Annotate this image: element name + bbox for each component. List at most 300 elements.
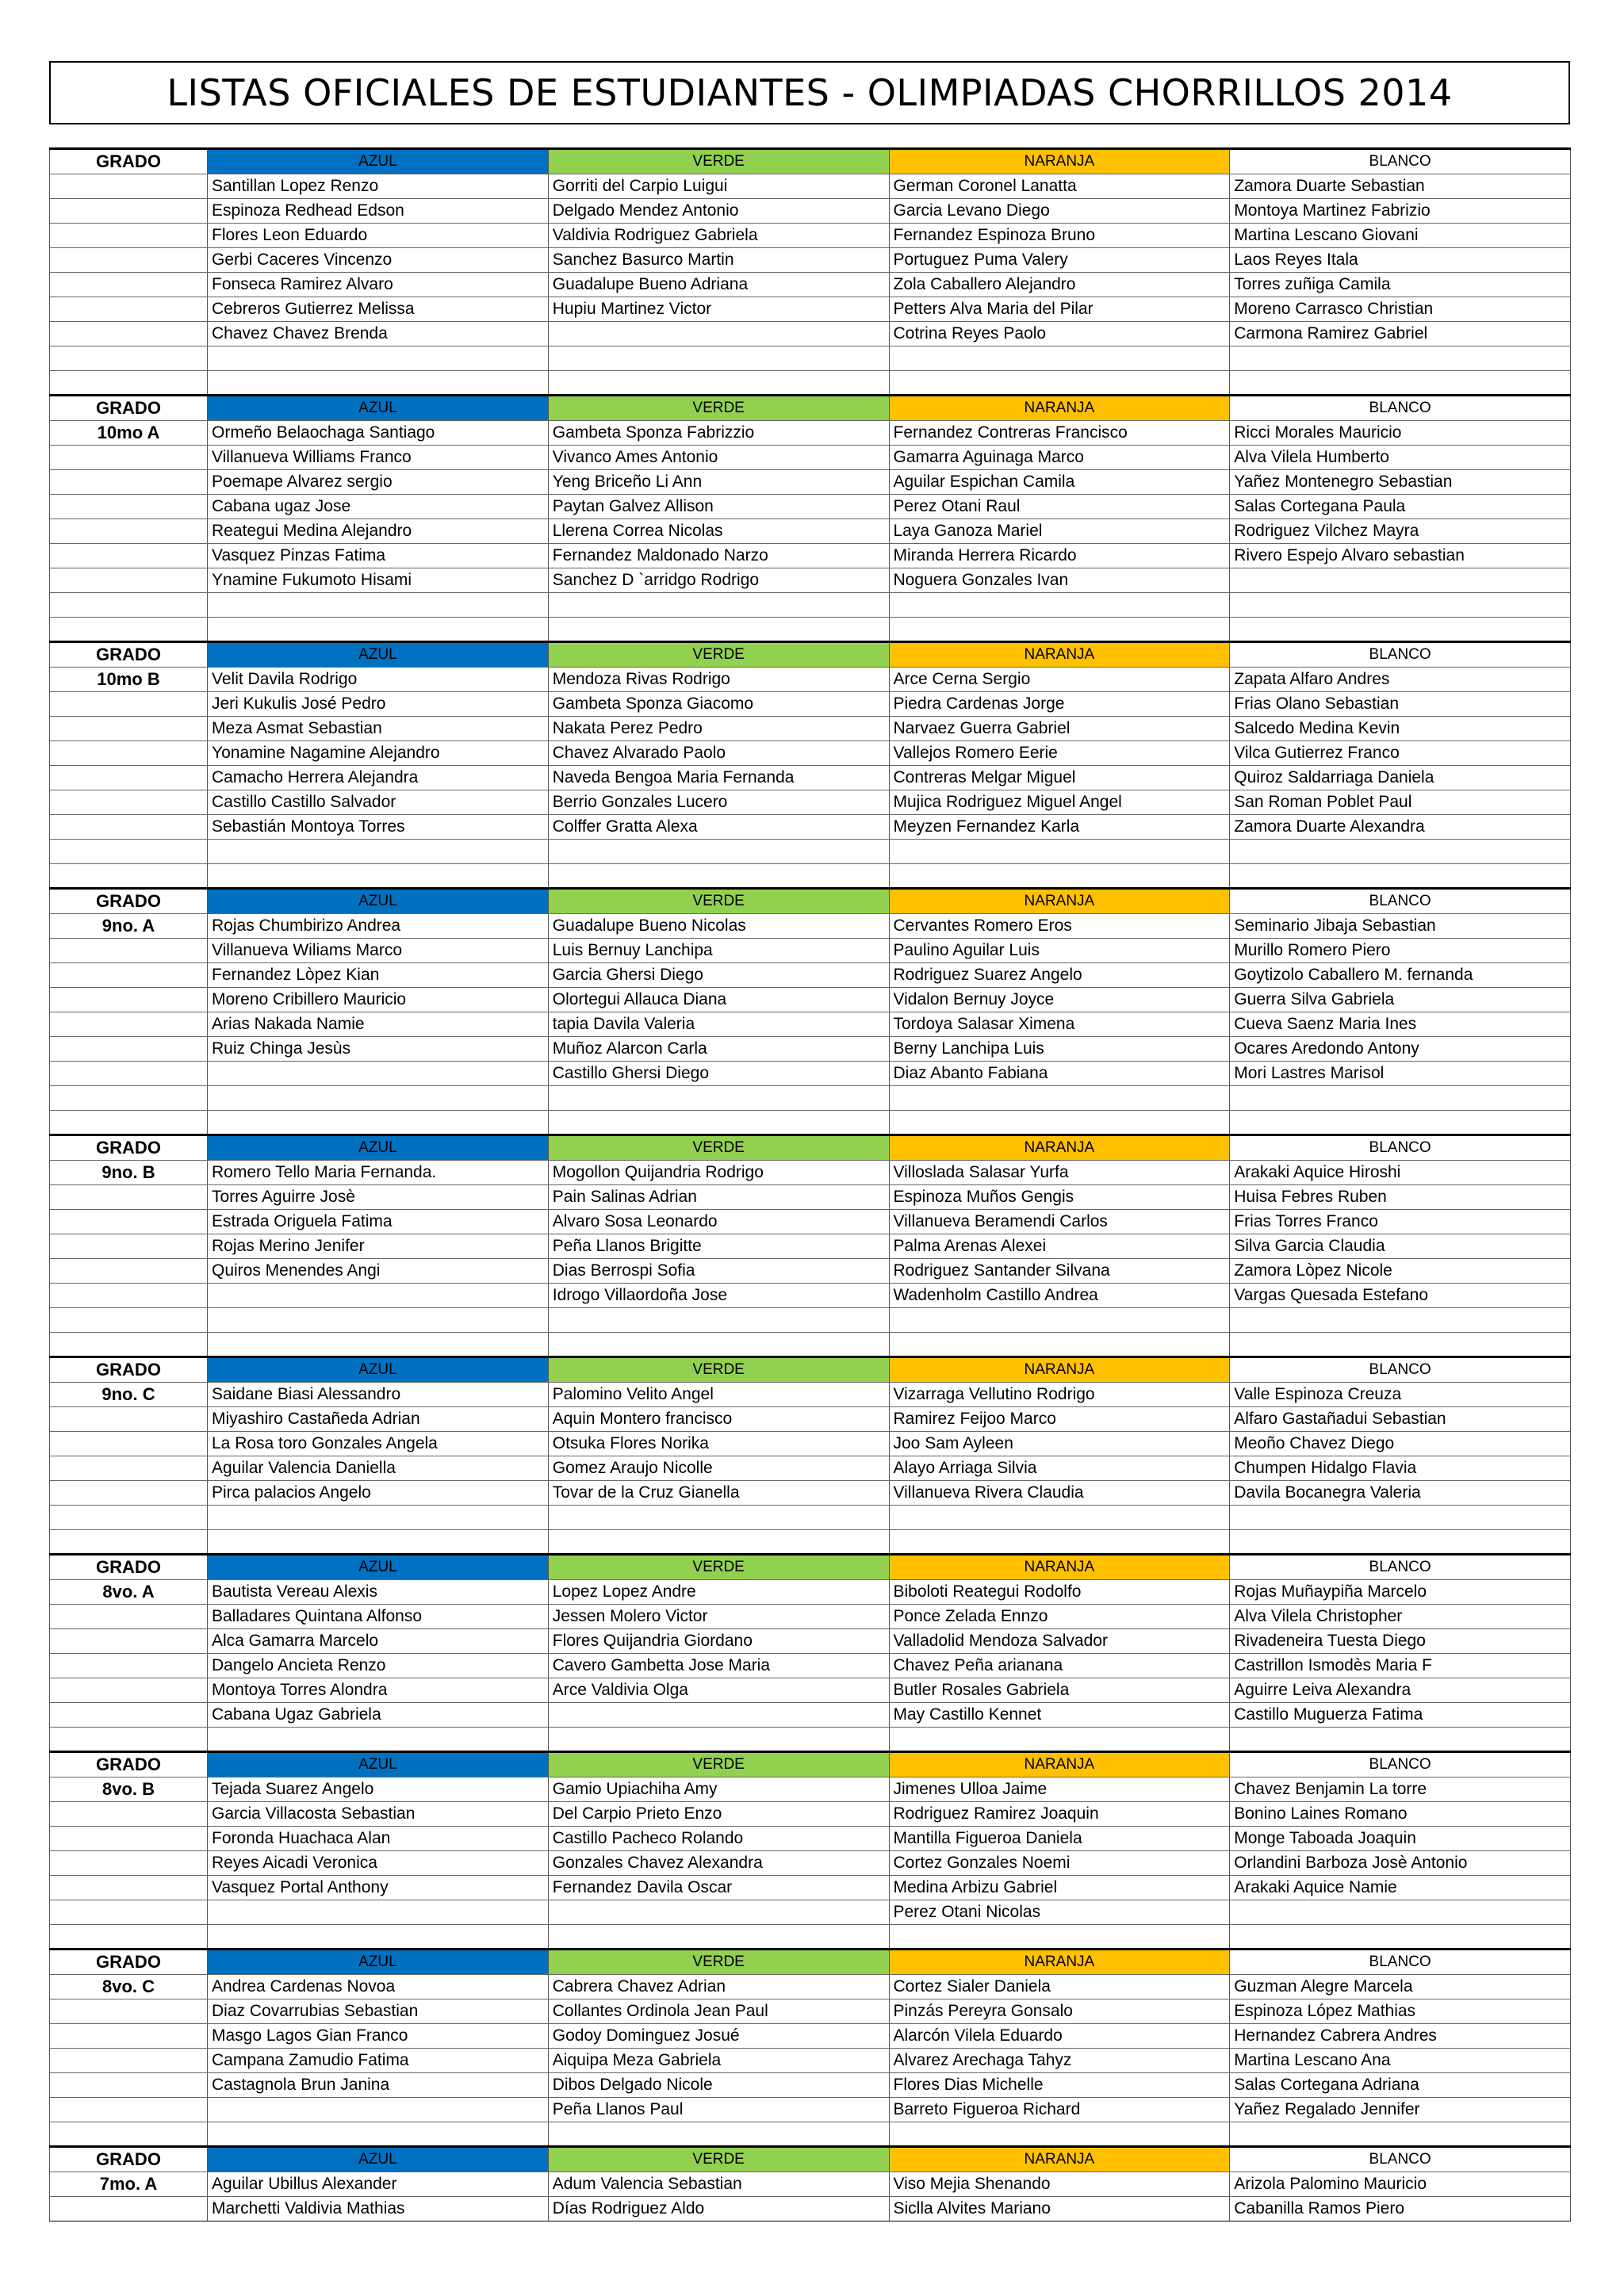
empty-cell xyxy=(50,346,208,371)
section-header-row xyxy=(50,2147,1571,2172)
student-name-naranja: Meyzen Fernandez Karla xyxy=(889,815,1230,840)
student-row xyxy=(50,2024,1571,2049)
student-name-azul: Aguilar Ubillus Alexander xyxy=(208,2172,549,2197)
student-name-azul: Cabana Ugaz Gabriela xyxy=(208,1703,549,1728)
student-name-azul: Ormeño Belaochaga Santiago xyxy=(208,421,549,446)
student-row xyxy=(50,568,1571,593)
student-name-naranja: Villoslada Salasar Yurfa xyxy=(889,1161,1230,1185)
grado-header: GRADO xyxy=(50,1135,208,1161)
student-row xyxy=(50,1802,1571,1827)
naranja-team-header: NARANJA xyxy=(889,1752,1230,1777)
azul-team-header: AZUL xyxy=(208,149,549,174)
student-row xyxy=(50,1777,1571,1802)
student-name-naranja: Espinoza Muños Gengis xyxy=(889,1185,1230,1210)
verde-team-header: VERDE xyxy=(548,1752,889,1777)
student-name-blanco: Martina Lescano Ana xyxy=(1230,2049,1571,2073)
student-name-verde: Guadalupe Bueno Adriana xyxy=(548,273,889,297)
student-name-blanco: Zamora Duarte Sebastian xyxy=(1230,174,1571,199)
student-name-naranja: Petters Alva Maria del Pilar xyxy=(889,297,1230,322)
student-name-azul: Ruiz Chinga Jesùs xyxy=(208,1037,549,1062)
grado-header: GRADO xyxy=(50,1357,208,1383)
section-header-row xyxy=(50,149,1571,174)
student-name-naranja: Medina Arbizu Gabriel xyxy=(889,1876,1230,1900)
section-header-row xyxy=(50,1752,1571,1777)
student-name-naranja: Alvarez Arechaga Tahyz xyxy=(889,2049,1230,2073)
grade-label: 8vo. C xyxy=(50,1975,208,1999)
section-header-row xyxy=(50,1555,1571,1580)
student-name-naranja: Rodriguez Santander Silvana xyxy=(889,1259,1230,1284)
empty-cell xyxy=(889,618,1230,642)
naranja-team-header: NARANJA xyxy=(889,642,1230,668)
student-name-azul: Tejada Suarez Angelo xyxy=(208,1777,549,1802)
student-name-verde: tapia Davila Valeria xyxy=(548,1012,889,1037)
student-name-blanco: Moreno Carrasco Christian xyxy=(1230,297,1571,322)
student-name-verde: Guadalupe Bueno Nicolas xyxy=(548,914,889,939)
student-name-azul: Dangelo Ancieta Renzo xyxy=(208,1654,549,1678)
student-name-azul: Estrada Origuela Fatima xyxy=(208,1210,549,1234)
empty-cell xyxy=(548,346,889,371)
student-row xyxy=(50,544,1571,568)
student-name-verde: Naveda Bengoa Maria Fernanda xyxy=(548,766,889,790)
student-name-blanco: Montoya Martinez Fabrizio xyxy=(1230,199,1571,224)
student-name-naranja: Portuguez Puma Valery xyxy=(889,248,1230,273)
grade-cell xyxy=(50,1037,208,1062)
grade-cell xyxy=(50,1629,208,1654)
student-name-blanco: Orlandini Barboza Josè Antonio xyxy=(1230,1851,1571,1876)
student-name-azul: Saidane Biasi Alessandro xyxy=(208,1383,549,1407)
student-name-azul: Cebreros Gutierrez Melissa xyxy=(208,297,549,322)
grade-cell xyxy=(50,2098,208,2122)
naranja-team-header: NARANJA xyxy=(889,149,1230,174)
grade-cell xyxy=(50,741,208,766)
student-name-naranja: Villanueva Beramendi Carlos xyxy=(889,1210,1230,1234)
student-row xyxy=(50,273,1571,297)
student-name-naranja: Laya Ganoza Mariel xyxy=(889,519,1230,544)
student-row xyxy=(50,1210,1571,1234)
student-name-verde: Jessen Molero Victor xyxy=(548,1605,889,1629)
student-name-blanco: Chavez Benjamin La torre xyxy=(1230,1777,1571,1802)
student-name-verde: Del Carpio Prieto Enzo xyxy=(548,1802,889,1827)
student-name-naranja: Wadenholm Castillo Andrea xyxy=(889,1284,1230,1308)
empty-cell xyxy=(208,618,549,642)
empty-cell xyxy=(1230,2122,1571,2147)
grade-cell xyxy=(50,717,208,741)
empty-cell xyxy=(50,1728,208,1752)
student-row xyxy=(50,2172,1571,2197)
empty-cell xyxy=(50,618,208,642)
student-name-verde: Gonzales Chavez Alexandra xyxy=(548,1851,889,1876)
empty-cell xyxy=(208,1308,549,1333)
student-name-naranja: Viso Mejia Shenando xyxy=(889,2172,1230,2197)
student-name-verde: Gomez Araujo Nicolle xyxy=(548,1456,889,1481)
empty-cell xyxy=(208,1333,549,1357)
student-name-azul: Vasquez Pinzas Fatima xyxy=(208,544,549,568)
student-row xyxy=(50,421,1571,446)
student-name-azul: Villanueva Williams Franco xyxy=(208,446,549,470)
empty-cell xyxy=(889,1728,1230,1752)
blank-row xyxy=(50,864,1571,889)
grade-cell xyxy=(50,568,208,593)
empty-cell xyxy=(548,2122,889,2147)
blank-row xyxy=(50,1308,1571,1333)
empty-cell xyxy=(208,346,549,371)
student-name-azul: Andrea Cardenas Novoa xyxy=(208,1975,549,1999)
student-name-azul xyxy=(208,1900,549,1925)
empty-cell xyxy=(50,1111,208,1135)
student-name-naranja: Arce Cerna Sergio xyxy=(889,668,1230,692)
empty-cell xyxy=(50,2122,208,2147)
student-name-naranja: Alayo Arriaga Silvia xyxy=(889,1456,1230,1481)
student-name-blanco: Arakaki Aquice Namie xyxy=(1230,1876,1571,1900)
student-row xyxy=(50,1037,1571,1062)
student-name-blanco: Arizola Palomino Mauricio xyxy=(1230,2172,1571,2197)
student-row xyxy=(50,174,1571,199)
azul-team-header: AZUL xyxy=(208,1752,549,1777)
student-name-naranja: Biboloti Reategui Rodolfo xyxy=(889,1580,1230,1605)
empty-cell xyxy=(889,1086,1230,1111)
student-name-verde: Valdivia Rodriguez Gabriela xyxy=(548,224,889,248)
naranja-team-header: NARANJA xyxy=(889,2147,1230,2172)
blanco-team-header: BLANCO xyxy=(1230,642,1571,668)
student-name-blanco: Rivadeneira Tuesta Diego xyxy=(1230,1629,1571,1654)
empty-cell xyxy=(548,1728,889,1752)
verde-team-header: VERDE xyxy=(548,396,889,421)
verde-team-header: VERDE xyxy=(548,642,889,668)
student-name-blanco: Seminario Jibaja Sebastian xyxy=(1230,914,1571,939)
student-name-blanco: Mori Lastres Marisol xyxy=(1230,1062,1571,1086)
student-name-verde: Nakata Perez Pedro xyxy=(548,717,889,741)
grade-label: 9no. C xyxy=(50,1383,208,1407)
student-name-naranja: Jimenes Ulloa Jaime xyxy=(889,1777,1230,1802)
student-name-blanco: Vilca Gutierrez Franco xyxy=(1230,741,1571,766)
student-name-azul: Sebastián Montoya Torres xyxy=(208,815,549,840)
student-name-verde: Aiquipa Meza Gabriela xyxy=(548,2049,889,2073)
student-name-verde: Aquin Montero francisco xyxy=(548,1407,889,1432)
empty-cell xyxy=(548,1530,889,1555)
student-row xyxy=(50,1580,1571,1605)
student-row xyxy=(50,224,1571,248)
grado-header: GRADO xyxy=(50,1555,208,1580)
grade-label: 8vo. B xyxy=(50,1777,208,1802)
empty-cell xyxy=(548,1308,889,1333)
student-name-blanco: Torres zuñiga Camila xyxy=(1230,273,1571,297)
grade-cell xyxy=(50,939,208,963)
roster-body xyxy=(50,149,1571,2221)
empty-cell xyxy=(1230,371,1571,396)
student-name-azul xyxy=(208,1284,549,1308)
empty-cell xyxy=(1230,1728,1571,1752)
verde-team-header: VERDE xyxy=(548,2147,889,2172)
naranja-team-header: NARANJA xyxy=(889,1555,1230,1580)
student-name-blanco: Espinoza López Mathias xyxy=(1230,1999,1571,2024)
student-name-verde: Gorriti del Carpio Luigui xyxy=(548,174,889,199)
verde-team-header: VERDE xyxy=(548,1135,889,1161)
student-name-blanco: Carmona Ramirez Gabriel xyxy=(1230,322,1571,346)
empty-cell xyxy=(1230,346,1571,371)
student-name-naranja: Ramirez Feijoo Marco xyxy=(889,1407,1230,1432)
student-row xyxy=(50,322,1571,346)
student-name-blanco: Frias Torres Franco xyxy=(1230,1210,1571,1234)
student-name-azul xyxy=(208,1062,549,1086)
student-name-verde: Palomino Velito Angel xyxy=(548,1383,889,1407)
blank-row xyxy=(50,1530,1571,1555)
student-name-verde: Castillo Pacheco Rolando xyxy=(548,1827,889,1851)
grado-header: GRADO xyxy=(50,149,208,174)
grade-cell xyxy=(50,1259,208,1284)
student-name-blanco: Quiroz Saldarriaga Daniela xyxy=(1230,766,1571,790)
student-name-naranja: Noguera Gonzales Ivan xyxy=(889,568,1230,593)
student-name-naranja: Chavez Peña arianana xyxy=(889,1654,1230,1678)
azul-team-header: AZUL xyxy=(208,2147,549,2172)
student-name-naranja: Fernandez Espinoza Bruno xyxy=(889,224,1230,248)
grade-cell xyxy=(50,2049,208,2073)
student-name-blanco: Yañez Regalado Jennifer xyxy=(1230,2098,1571,2122)
empty-cell xyxy=(1230,1925,1571,1950)
grade-cell xyxy=(50,1432,208,1456)
grade-label: 10mo A xyxy=(50,421,208,446)
student-row xyxy=(50,668,1571,692)
blank-row xyxy=(50,1086,1571,1111)
grade-cell xyxy=(50,1012,208,1037)
student-name-verde: Mendoza Rivas Rodrigo xyxy=(548,668,889,692)
student-row xyxy=(50,1284,1571,1308)
student-name-verde xyxy=(548,1900,889,1925)
grade-cell xyxy=(50,2197,208,2221)
empty-cell xyxy=(1230,1530,1571,1555)
empty-cell xyxy=(1230,1333,1571,1357)
empty-cell xyxy=(889,371,1230,396)
student-name-naranja: Cortez Gonzales Noemi xyxy=(889,1851,1230,1876)
blank-row xyxy=(50,1506,1571,1530)
empty-cell xyxy=(50,1506,208,1530)
student-row xyxy=(50,1456,1571,1481)
student-name-azul: Fonseca Ramirez Alvaro xyxy=(208,273,549,297)
student-name-blanco: Rivero Espejo Alvaro sebastian xyxy=(1230,544,1571,568)
student-row xyxy=(50,692,1571,717)
student-row xyxy=(50,1012,1571,1037)
student-name-azul xyxy=(208,2098,549,2122)
student-row xyxy=(50,1827,1571,1851)
blank-row xyxy=(50,593,1571,618)
student-row xyxy=(50,446,1571,470)
empty-cell xyxy=(889,840,1230,864)
empty-cell xyxy=(889,1530,1230,1555)
grade-cell xyxy=(50,273,208,297)
student-name-verde: Peña Llanos Paul xyxy=(548,2098,889,2122)
student-row xyxy=(50,815,1571,840)
student-name-blanco: Martina Lescano Giovani xyxy=(1230,224,1571,248)
student-name-naranja: Berny Lanchipa Luis xyxy=(889,1037,1230,1062)
blanco-team-header: BLANCO xyxy=(1230,1555,1571,1580)
empty-cell xyxy=(548,864,889,889)
student-name-azul: Alca Gamarra Marcelo xyxy=(208,1629,549,1654)
student-name-azul: Aguilar Valencia Daniella xyxy=(208,1456,549,1481)
empty-cell xyxy=(548,618,889,642)
student-name-blanco: Hernandez Cabrera Andres xyxy=(1230,2024,1571,2049)
student-name-verde: Dias Berrospi Sofia xyxy=(548,1259,889,1284)
blank-row xyxy=(50,1728,1571,1752)
student-name-verde: Muñoz Alarcon Carla xyxy=(548,1037,889,1062)
student-name-naranja: Alarcón Vilela Eduardo xyxy=(889,2024,1230,2049)
student-name-azul: Chavez Chavez Brenda xyxy=(208,322,549,346)
blank-row xyxy=(50,840,1571,864)
student-name-azul: Meza Asmat Sebastian xyxy=(208,717,549,741)
grado-header: GRADO xyxy=(50,2147,208,2172)
grade-cell xyxy=(50,1999,208,2024)
student-name-naranja: Gamarra Aguinaga Marco xyxy=(889,446,1230,470)
student-name-naranja: Zola Caballero Alejandro xyxy=(889,273,1230,297)
student-name-verde: Garcia Ghersi Diego xyxy=(548,963,889,988)
student-name-azul: Reategui Medina Alejandro xyxy=(208,519,549,544)
student-name-naranja: Palma Arenas Alexei xyxy=(889,1234,1230,1259)
student-name-verde: Fernandez Davila Oscar xyxy=(548,1876,889,1900)
grade-cell xyxy=(50,1481,208,1506)
student-row xyxy=(50,1629,1571,1654)
student-row xyxy=(50,1975,1571,1999)
verde-team-header: VERDE xyxy=(548,1950,889,1975)
student-name-naranja: Vidalon Bernuy Joyce xyxy=(889,988,1230,1012)
student-row xyxy=(50,297,1571,322)
section-header-row xyxy=(50,1135,1571,1161)
student-name-azul: Fernandez Lòpez Kian xyxy=(208,963,549,988)
empty-cell xyxy=(889,1506,1230,1530)
empty-cell xyxy=(889,593,1230,618)
student-name-blanco: Bonino Laines Romano xyxy=(1230,1802,1571,1827)
grade-cell xyxy=(50,1802,208,1827)
student-name-blanco: Frias Olano Sebastian xyxy=(1230,692,1571,717)
student-name-azul: Santillan Lopez Renzo xyxy=(208,174,549,199)
student-name-azul: Reyes Aicadi Veronica xyxy=(208,1851,549,1876)
student-name-verde: Idrogo Villaordoña Jose xyxy=(548,1284,889,1308)
grade-cell xyxy=(50,1062,208,1086)
grade-cell xyxy=(50,790,208,815)
student-name-azul: Diaz Covarrubias Sebastian xyxy=(208,1999,549,2024)
student-name-blanco: Alfaro Gastañadui Sebastian xyxy=(1230,1407,1571,1432)
student-name-blanco: Ocares Aredondo Antony xyxy=(1230,1037,1571,1062)
empty-cell xyxy=(548,840,889,864)
student-name-azul: Quiros Menendes Angi xyxy=(208,1259,549,1284)
naranja-team-header: NARANJA xyxy=(889,889,1230,914)
empty-cell xyxy=(889,1925,1230,1950)
empty-cell xyxy=(548,1925,889,1950)
student-name-verde: Tovar de la Cruz Gianella xyxy=(548,1481,889,1506)
student-row xyxy=(50,1234,1571,1259)
student-name-azul: Vasquez Portal Anthony xyxy=(208,1876,549,1900)
student-name-azul: Cabana ugaz Jose xyxy=(208,495,549,519)
student-name-blanco: Murillo Romero Piero xyxy=(1230,939,1571,963)
student-name-verde: Chavez Alvarado Paolo xyxy=(548,741,889,766)
blank-row xyxy=(50,2122,1571,2147)
grade-cell xyxy=(50,1210,208,1234)
student-name-naranja: Cortez Sialer Daniela xyxy=(889,1975,1230,1999)
empty-cell xyxy=(208,864,549,889)
section-header-row xyxy=(50,1950,1571,1975)
blank-row xyxy=(50,346,1571,371)
student-name-verde: Arce Valdivia Olga xyxy=(548,1678,889,1703)
student-name-blanco: Rodriguez Vilchez Mayra xyxy=(1230,519,1571,544)
grade-cell xyxy=(50,692,208,717)
student-name-azul: Velit Davila Rodrigo xyxy=(208,668,549,692)
student-name-verde: Llerena Correa Nicolas xyxy=(548,519,889,544)
empty-cell xyxy=(50,371,208,396)
azul-team-header: AZUL xyxy=(208,1135,549,1161)
student-name-naranja: Butler Rosales Gabriela xyxy=(889,1678,1230,1703)
empty-cell xyxy=(1230,840,1571,864)
grade-cell xyxy=(50,1876,208,1900)
grade-cell xyxy=(50,1851,208,1876)
document-title: LISTAS OFICIALES DE ESTUDIANTES - OLIMPIADAS CHORRILLOS 2014 xyxy=(49,61,1570,124)
verde-team-header: VERDE xyxy=(548,889,889,914)
blank-row xyxy=(50,371,1571,396)
azul-team-header: AZUL xyxy=(208,642,549,668)
section-header-row xyxy=(50,889,1571,914)
student-name-verde: Collantes Ordinola Jean Paul xyxy=(548,1999,889,2024)
student-name-blanco: Castillo Muguerza Fatima xyxy=(1230,1703,1571,1728)
student-name-naranja: Garcia Levano Diego xyxy=(889,199,1230,224)
student-name-naranja: Miranda Herrera Ricardo xyxy=(889,544,1230,568)
blank-row xyxy=(50,1333,1571,1357)
naranja-team-header: NARANJA xyxy=(889,396,1230,421)
grade-cell xyxy=(50,1234,208,1259)
student-name-verde: Vivanco Ames Antonio xyxy=(548,446,889,470)
empty-cell xyxy=(208,593,549,618)
student-name-blanco: Rojas Muñaypiña Marcelo xyxy=(1230,1580,1571,1605)
empty-cell xyxy=(50,1086,208,1111)
student-row xyxy=(50,1851,1571,1876)
student-name-verde xyxy=(548,322,889,346)
student-name-naranja: Aguilar Espichan Camila xyxy=(889,470,1230,495)
grade-label: 9no. B xyxy=(50,1161,208,1185)
student-name-blanco: San Roman Poblet Paul xyxy=(1230,790,1571,815)
student-name-verde: Colffer Gratta Alexa xyxy=(548,815,889,840)
student-name-naranja: Vallejos Romero Eerie xyxy=(889,741,1230,766)
blanco-team-header: BLANCO xyxy=(1230,1357,1571,1383)
blanco-team-header: BLANCO xyxy=(1230,1752,1571,1777)
section-header-row xyxy=(50,1357,1571,1383)
blanco-team-header: BLANCO xyxy=(1230,889,1571,914)
grade-cell xyxy=(50,446,208,470)
student-name-azul: Torres Aguirre Josè xyxy=(208,1185,549,1210)
empty-cell xyxy=(548,1086,889,1111)
empty-cell xyxy=(208,2122,549,2147)
grade-cell xyxy=(50,815,208,840)
section-header-row xyxy=(50,642,1571,668)
student-row xyxy=(50,1259,1571,1284)
student-name-azul: Camacho Herrera Alejandra xyxy=(208,766,549,790)
student-name-verde: Luis Bernuy Lanchipa xyxy=(548,939,889,963)
azul-team-header: AZUL xyxy=(208,1357,549,1383)
student-name-azul: Bautista Vereau Alexis xyxy=(208,1580,549,1605)
student-name-azul: Flores Leon Eduardo xyxy=(208,224,549,248)
student-name-verde: Otsuka Flores Norika xyxy=(548,1432,889,1456)
grado-header: GRADO xyxy=(50,1950,208,1975)
student-name-azul: Romero Tello Maria Fernanda. xyxy=(208,1161,549,1185)
empty-cell xyxy=(50,1530,208,1555)
student-row xyxy=(50,1062,1571,1086)
student-name-verde: Pain Salinas Adrian xyxy=(548,1185,889,1210)
student-name-azul: Moreno Cribillero Mauricio xyxy=(208,988,549,1012)
grade-cell xyxy=(50,544,208,568)
empty-cell xyxy=(208,1086,549,1111)
student-name-blanco: Zamora Duarte Alexandra xyxy=(1230,815,1571,840)
student-name-blanco: Vargas Quesada Estefano xyxy=(1230,1284,1571,1308)
empty-cell xyxy=(548,1333,889,1357)
student-row xyxy=(50,519,1571,544)
student-name-blanco: Arakaki Aquice Hiroshi xyxy=(1230,1161,1571,1185)
grade-cell xyxy=(50,224,208,248)
student-name-naranja: Perez Otani Nicolas xyxy=(889,1900,1230,1925)
grade-cell xyxy=(50,1703,208,1728)
